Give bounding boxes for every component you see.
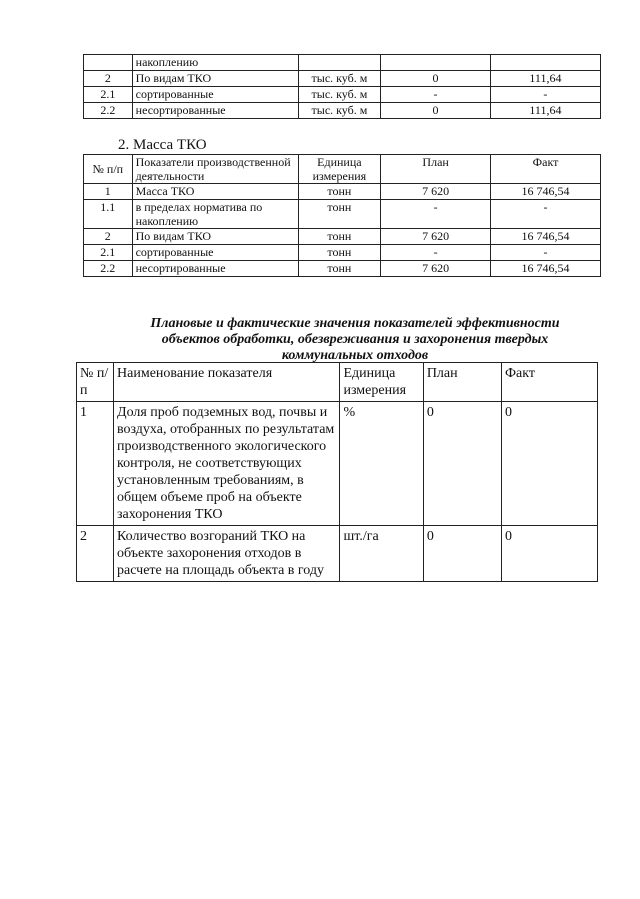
cell-fact: 16 746,54 [491,261,601,277]
cell-plan: 0 [381,71,491,87]
cell-num: 2.2 [84,103,133,119]
table-header-row [77,363,598,402]
cell-plan: 7 620 [381,184,491,200]
cell-num: 2.1 [84,87,133,103]
cell-num: 2 [84,71,133,87]
cell-unit: тонн [298,184,381,200]
cell-unit: тонн [298,261,381,277]
cell-name: Доля проб подземных вод, почвы и воздуха, отобранных по результатам производственного экологического контроля, не соответствующих установленным требованиям, в общем объеме проб на объекте захоронения ТКО [114,402,340,526]
cell-name: сортированные [132,87,298,103]
cell-unit: тонн [298,245,381,261]
cell-fact: 111,64 [490,103,600,119]
cell-unit: тыс. куб. м [298,103,380,119]
table-row [84,200,601,229]
cell-unit: тонн [298,200,381,229]
header-name: Наименование показателя [114,363,340,402]
cell-num: 1 [77,402,114,526]
table-row [84,184,601,200]
cell-unit: тыс. куб. м [298,87,380,103]
cell-plan: 0 [423,402,501,526]
table-row [77,526,598,582]
cell-unit: шт./га [340,526,423,582]
cell-name: несортированные [132,261,298,277]
cell-unit [298,55,380,71]
table-row [84,71,601,87]
cell-plan: - [381,200,491,229]
cell-fact: 0 [502,526,598,582]
header-plan: План [381,155,491,184]
table-row [84,229,601,245]
cell-plan: - [381,87,491,103]
table-volume-continuation [83,54,601,119]
cell-plan: 7 620 [381,229,491,245]
cell-name: в пределах норматива по накоплению [132,200,298,229]
cell-fact: - [490,87,600,103]
cell-unit: % [340,402,423,526]
cell-fact: 0 [502,402,598,526]
table-mass [83,154,601,277]
header-num: № п/п [77,363,114,402]
cell-num: 1 [84,184,133,200]
table-header-row [84,155,601,184]
table-row [84,103,601,119]
cell-fact [490,55,600,71]
cell-unit: тыс. куб. м [298,71,380,87]
header-plan: План [423,363,501,402]
table-row [84,55,601,71]
cell-fact: 111,64 [490,71,600,87]
table-row [84,87,601,103]
cell-name: По видам ТКО [132,229,298,245]
cell-num [84,55,133,71]
cell-unit: тонн [298,229,381,245]
cell-fact: 16 746,54 [491,229,601,245]
table-row [84,261,601,277]
cell-plan: 0 [381,103,491,119]
cell-name: накоплению [132,55,298,71]
cell-name: несортированные [132,103,298,119]
cell-num: 2.2 [84,261,133,277]
cell-num: 1.1 [84,200,133,229]
cell-name: По видам ТКО [132,71,298,87]
cell-num: 2 [84,229,133,245]
cell-name: сортированные [132,245,298,261]
section-title-efficiency: Плановые и фактические значения показателей эффективности объектов обработки, обезвреживания и захоронения твердых коммунальных отходов [150,316,560,363]
cell-name: Количество возгораний ТКО на объекте захоронения отходов в расчете на площадь объекта в году [114,526,340,582]
section-title-mass: 2. Масса ТКО [118,137,207,153]
cell-name: Масса ТКО [132,184,298,200]
table-row [77,402,598,526]
header-unit: Единица измерения [298,155,381,184]
cell-plan: 7 620 [381,261,491,277]
table-efficiency [76,362,598,582]
cell-fact: - [491,200,601,229]
table-row [84,245,601,261]
cell-plan: - [381,245,491,261]
header-unit: Единица измерения [340,363,423,402]
header-num: № п/п [84,155,133,184]
header-fact: Факт [491,155,601,184]
cell-plan [381,55,491,71]
cell-plan: 0 [423,526,501,582]
header-name: Показатели производственной деятельности [132,155,298,184]
cell-num: 2 [77,526,114,582]
cell-fact: 16 746,54 [491,184,601,200]
header-fact: Факт [502,363,598,402]
cell-fact: - [491,245,601,261]
cell-num: 2.1 [84,245,133,261]
